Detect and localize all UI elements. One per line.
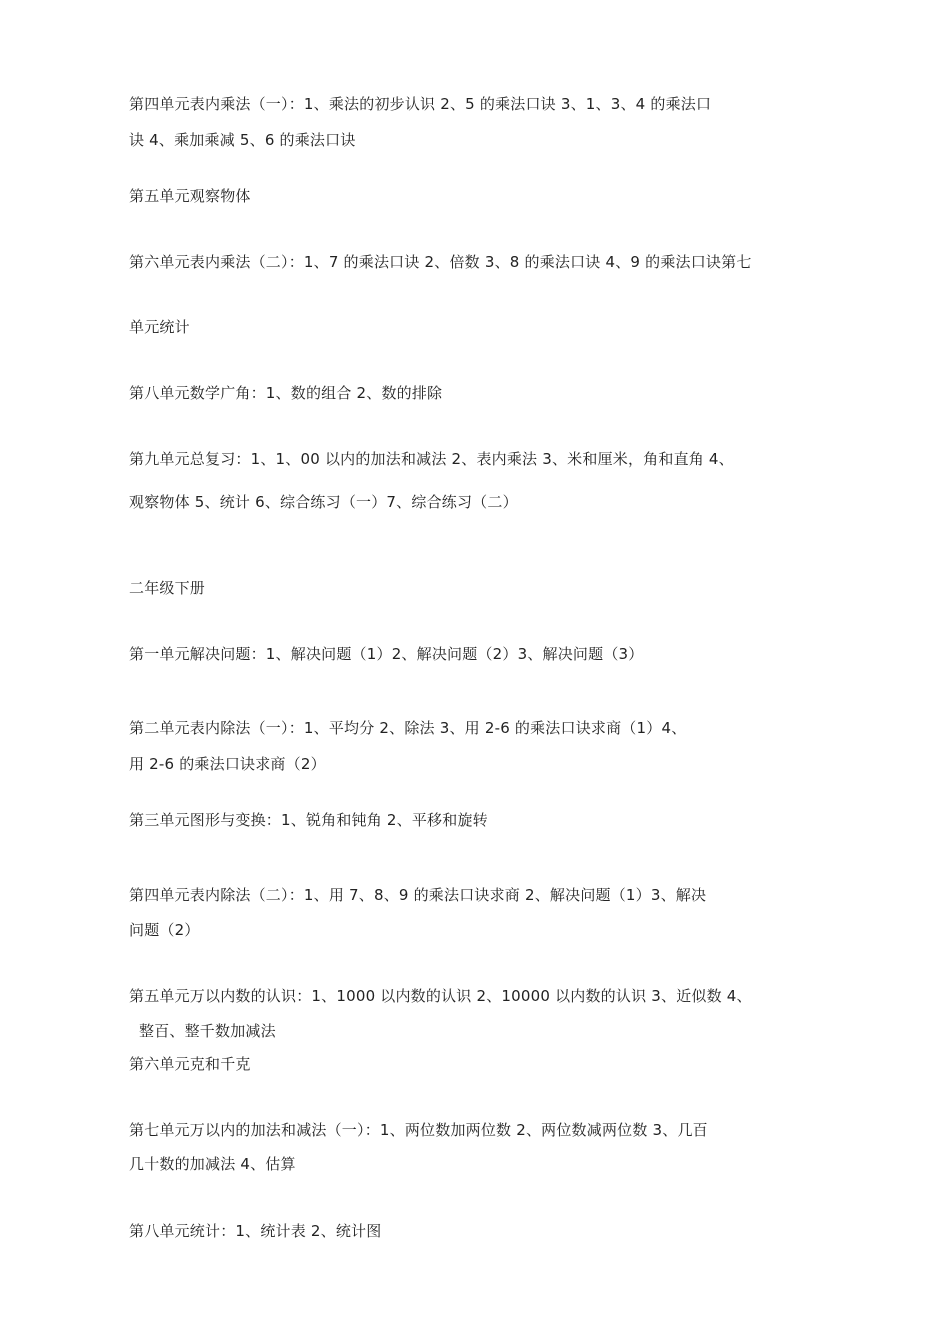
text-line-b-unit6: 第六单元克和千克 [129, 1055, 251, 1073]
text-line-b-unit4-part2: 问题（2） [129, 921, 200, 939]
text-line-unit6-part1: 第六单元表内乘法（二）：1、7 的乘法口诀 2、倍数 3、8 的乘法口诀 4、9 的乘法口诀第七 [129, 253, 752, 271]
text-line-b-unit2-part1: 第二单元表内除法（一）：1、平均分 2、除法 3、用 2-6 的乘法口诀求商（1）4、 [129, 719, 687, 737]
text-line-unit9-part2: 观察物体 5、统计 6、综合练习（一）7、综合练习（二） [129, 493, 518, 511]
text-line-b-unit4-part1: 第四单元表内除法（二）：1、用 7、8、9 的乘法口诀求商 2、解决问题（1）3、解决 [129, 886, 707, 904]
text-line-unit5: 第五单元观察物体 [129, 187, 251, 205]
text-line-b-unit7-part1: 第七单元万以内的加法和减法（一）：1、两位数加两位数 2、两位数减两位数 3、几百 [129, 1121, 708, 1139]
text-line-unit8: 第八单元数学广角：1、数的组合 2、数的排除 [129, 384, 443, 402]
section-heading-grade2-book2: 二年级下册 [129, 579, 206, 597]
text-line-unit9-part1: 第九单元总复习：1、1、00 以内的加法和减法 2、表内乘法 3、米和厘米，角和直角 4、 [129, 450, 734, 468]
text-line-unit4-part2: 诀 4、乘加乘减 5、6 的乘法口诀 [129, 131, 356, 149]
text-line-unit7: 单元统计 [129, 318, 190, 336]
text-line-unit4-part1: 第四单元表内乘法（一）：1、乘法的初步认识 2、5 的乘法口诀 3、1、3、4 的乘法口 [129, 95, 712, 113]
text-line-b-unit5-part2: 整百、整千数加减法 [139, 1022, 276, 1040]
text-line-b-unit2-part2: 用 2-6 的乘法口诀求商（2） [129, 755, 326, 773]
text-line-b-unit8: 第八单元统计：1、统计表 2、统计图 [129, 1222, 382, 1240]
text-line-b-unit5-part1: 第五单元万以内数的认识：1、1000 以内数的认识 2、10000 以内数的认识 3、近似数 4、 [129, 987, 752, 1005]
text-line-b-unit7-part2: 几十数的加减法 4、估算 [129, 1155, 296, 1173]
text-line-b-unit1: 第一单元解决问题：1、解决问题（1）2、解决问题（2）3、解决问题（3） [129, 645, 644, 663]
text-line-b-unit3: 第三单元图形与变换：1、锐角和钝角 2、平移和旋转 [129, 811, 488, 829]
